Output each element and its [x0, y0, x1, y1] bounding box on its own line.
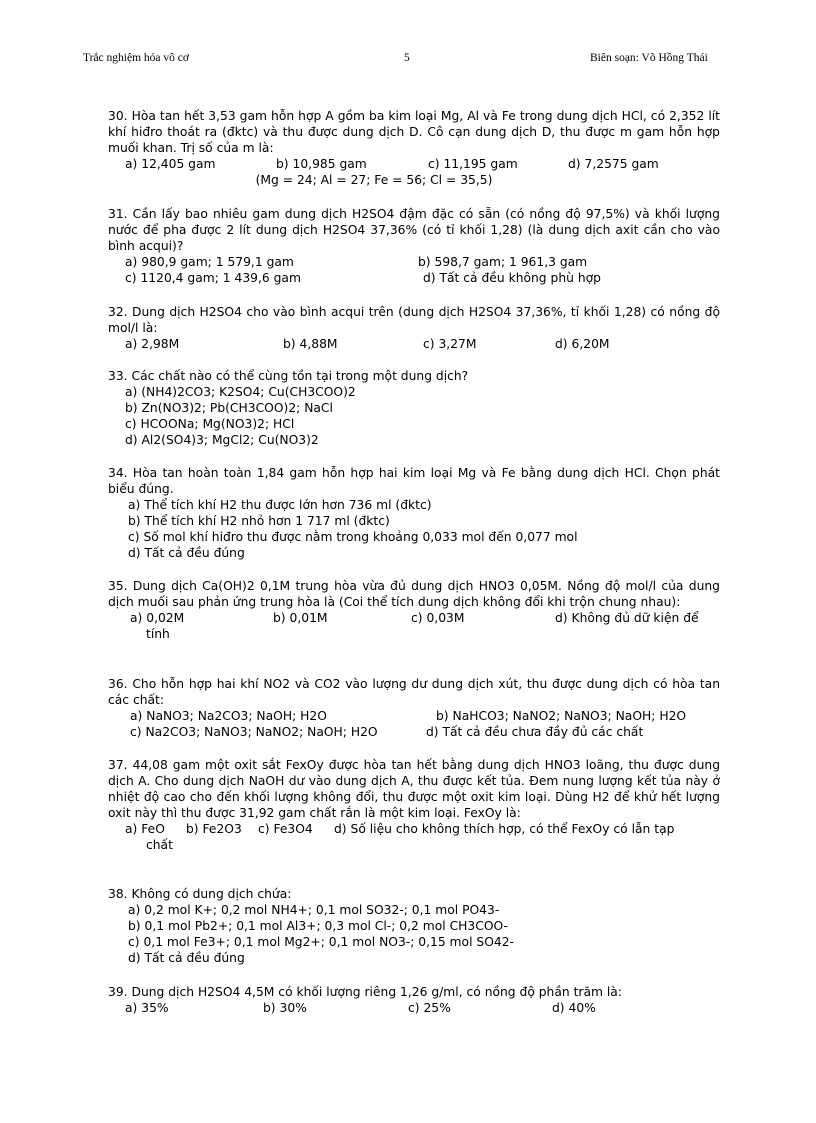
option-b[interactable]: b) 4,88M: [283, 337, 338, 351]
option-a[interactable]: a) Thể tích khí H2 thu được lớn hơn 736 ml (đktc): [128, 498, 432, 512]
option-a[interactable]: a) 0,02M: [130, 611, 185, 625]
question-text: Dung dịch H2SO4 4,5M có khối lượng riêng 1,26 g/ml, có nồng độ phần trăm là:: [131, 985, 622, 999]
option-d[interactable]: d) 40%: [552, 1001, 596, 1015]
option-b[interactable]: b) Fe2O3: [186, 822, 242, 836]
option-c[interactable]: c) Fe3O4: [258, 822, 313, 836]
question-36: [108, 676, 720, 740]
option-d[interactable]: d) Tất cả đều chưa đầy đủ các chất: [426, 725, 644, 739]
question-number: 30.: [108, 109, 128, 123]
option-d-continuation: chất: [146, 838, 173, 852]
option-a[interactable]: a) 35%: [125, 1001, 169, 1015]
option-a[interactable]: a) 2,98M: [125, 337, 180, 351]
option-a[interactable]: a) (NH4)2CO3; K2SO4; Cu(CH3COO)2: [125, 385, 356, 399]
option-c[interactable]: c) 1120,4 gam; 1 439,6 gam: [125, 271, 301, 285]
question-text: Các chất nào có thể cùng tồn tại trong một dung dịch?: [131, 369, 469, 383]
question-text: Dung dịch H2SO4 cho vào bình acqui trên (dung dịch H2SO4 37,36%, tỉ khối 1,28) có nồng độ mol/l là:: [108, 305, 720, 335]
option-b[interactable]: b) Zn(NO3)2; Pb(CH3COO)2; NaCl: [125, 401, 333, 415]
question-35: [108, 578, 720, 642]
option-d[interactable]: d) 7,2575 gam: [568, 157, 659, 171]
question-number: 32.: [108, 305, 128, 319]
question-stem: [108, 886, 720, 902]
option-c[interactable]: c) Na2CO3; NaNO3; NaNO2; NaOH; H2O: [130, 725, 378, 739]
page-number: 5: [404, 52, 410, 64]
option-d[interactable]: d) 6,20M: [555, 337, 610, 351]
option-c[interactable]: c) 3,27M: [423, 337, 477, 351]
question-31: [108, 206, 720, 286]
question-stem: [108, 304, 720, 336]
option-c[interactable]: c) 11,195 gam: [428, 157, 518, 171]
question-number: 39.: [108, 985, 128, 999]
option-c[interactable]: c) 0,1 mol Fe3+; 0,1 mol Mg2+; 0,1 mol NO3-; 0,15 mol SO42-: [128, 935, 514, 949]
option-d[interactable]: d) Số liệu cho không thích hợp, có thể FexOy có lẫn tạp: [334, 822, 675, 836]
question-stem: [108, 368, 720, 384]
question-number: 35.: [108, 579, 128, 593]
option-b[interactable]: b) 0,01M: [273, 611, 328, 625]
option-b[interactable]: b) 598,7 gam; 1 961,3 gam: [418, 255, 588, 269]
question-text: Cho hỗn hợp hai khí NO2 và CO2 vào lượng dư dung dịch xút, thu được dung dịch có hòa tan các chất:: [108, 677, 720, 707]
option-c[interactable]: c) 25%: [408, 1001, 451, 1015]
header-right-author: Biên soạn: Võ Hồng Thái: [590, 52, 708, 64]
option-b[interactable]: b) 10,985 gam: [276, 157, 367, 171]
option-b[interactable]: b) Thể tích khí H2 nhỏ hơn 1 717 ml (đktc): [128, 514, 390, 528]
header-left-title: Trắc nghiệm hóa vô cơ: [83, 52, 189, 64]
question-30: [108, 108, 720, 188]
question-text: Hòa tan hoàn toàn 1,84 gam hỗn hợp hai kim loại Mg và Fe bằng dung dịch HCl. Chọn phát biểu đúng.: [108, 466, 720, 496]
option-b[interactable]: b) NaHCO3; NaNO2; NaNO3; NaOH; H2O: [436, 709, 687, 723]
question-34: [108, 465, 720, 561]
option-d[interactable]: d) Tất cả đều đúng: [128, 546, 245, 560]
question-number: 33.: [108, 369, 128, 383]
option-c[interactable]: c) HCOONa; Mg(NO3)2; HCl: [125, 417, 295, 431]
option-a[interactable]: a) 12,405 gam: [125, 157, 216, 171]
question-number: 31.: [108, 207, 128, 221]
option-d[interactable]: d) Không đủ dữ kiện để: [555, 611, 699, 625]
question-stem: [108, 984, 720, 1000]
option-b[interactable]: b) 0,1 mol Pb2+; 0,1 mol Al3+; 0,3 mol Cl-; 0,2 mol CH3COO-: [128, 919, 508, 933]
question-stem: [108, 465, 720, 497]
question-stem: [108, 206, 720, 254]
question-38: [108, 886, 720, 966]
option-d-continuation: tính: [146, 627, 170, 641]
question-text: Không có dung dịch chứa:: [131, 887, 292, 901]
option-a[interactable]: a) FeO: [125, 822, 165, 836]
option-d[interactable]: d) Al2(SO4)3; MgCl2; Cu(NO3)2: [125, 433, 319, 447]
question-32: [108, 304, 720, 352]
question-39: [108, 984, 720, 1016]
question-text: Dung dịch Ca(OH)2 0,1M trung hòa vừa đủ dung dịch HNO3 0,05M. Nồng độ mol/l của dung dịch muối sau phản ứng trung hòa là (Coi thể tích dung dịch không đổi khi trộn chung nhau):: [108, 579, 720, 609]
question-stem: [108, 108, 720, 156]
option-d[interactable]: d) Tất cả đều không phù hợp: [423, 271, 601, 285]
option-a[interactable]: a) 0,2 mol K+; 0,2 mol NH4+; 0,1 mol SO32-; 0,1 mol PO43-: [128, 903, 500, 917]
option-c[interactable]: c) Số mol khí hiđro thu được nằm trong khoảng 0,033 mol đến 0,077 mol: [128, 530, 578, 544]
option-a[interactable]: a) 980,9 gam; 1 579,1 gam: [125, 255, 294, 269]
question-stem: [108, 757, 720, 821]
option-b[interactable]: b) 30%: [263, 1001, 307, 1015]
option-d[interactable]: d) Tất cả đều đúng: [128, 951, 245, 965]
question-number: 36.: [108, 677, 128, 691]
question-text: Hòa tan hết 3,53 gam hỗn hợp A gồm ba kim loại Mg, Al và Fe trong dung dịch HCl, có 2,352 lít khí hiđro thoát ra (đktc) và thu được dung dịch D. Cô cạn dung dịch D, thu được m gam hỗn hợp muối khan. Trị số của m là:: [108, 109, 720, 155]
question-stem: [108, 578, 720, 610]
option-c[interactable]: c) 0,03M: [411, 611, 465, 625]
question-number: 38.: [108, 887, 128, 901]
question-number: 34.: [108, 466, 128, 480]
question-37: [108, 757, 720, 853]
question-stem: [108, 676, 720, 708]
question-number: 37.: [108, 758, 128, 772]
question-text: Cần lấy bao nhiêu gam dung dịch H2SO4 đậm đặc có sẵn (có nồng độ 97,5%) và khối lượng nước để pha được 2 lít dung dịch H2SO4 37,36% (có tỉ khối 1,28) (là dung dịch axit cần cho vào bình acqui)?: [108, 207, 720, 253]
option-a[interactable]: a) NaNO3; Na2CO3; NaOH; H2O: [130, 709, 327, 723]
question-text: 44,08 gam một oxit sắt FexOy được hòa tan hết bằng dung dịch HNO3 loãng, thu được dung dịch A. Cho dung dịch NaOH dư vào dung dịch A, thu được kết tủa. Đem nung lượng kết tủa này ở nhiệt độ cao cho đến khối lượng không đổi, thu được một oxit kim loại. Dùng H2 để khử hết lượng oxit này thì thu được 31,92 gam chất rắn là một kim loại. FexOy là:: [108, 758, 720, 820]
question-33: [108, 368, 720, 448]
atomic-mass-note: (Mg = 24; Al = 27; Fe = 56; Cl = 35,5): [255, 173, 493, 187]
